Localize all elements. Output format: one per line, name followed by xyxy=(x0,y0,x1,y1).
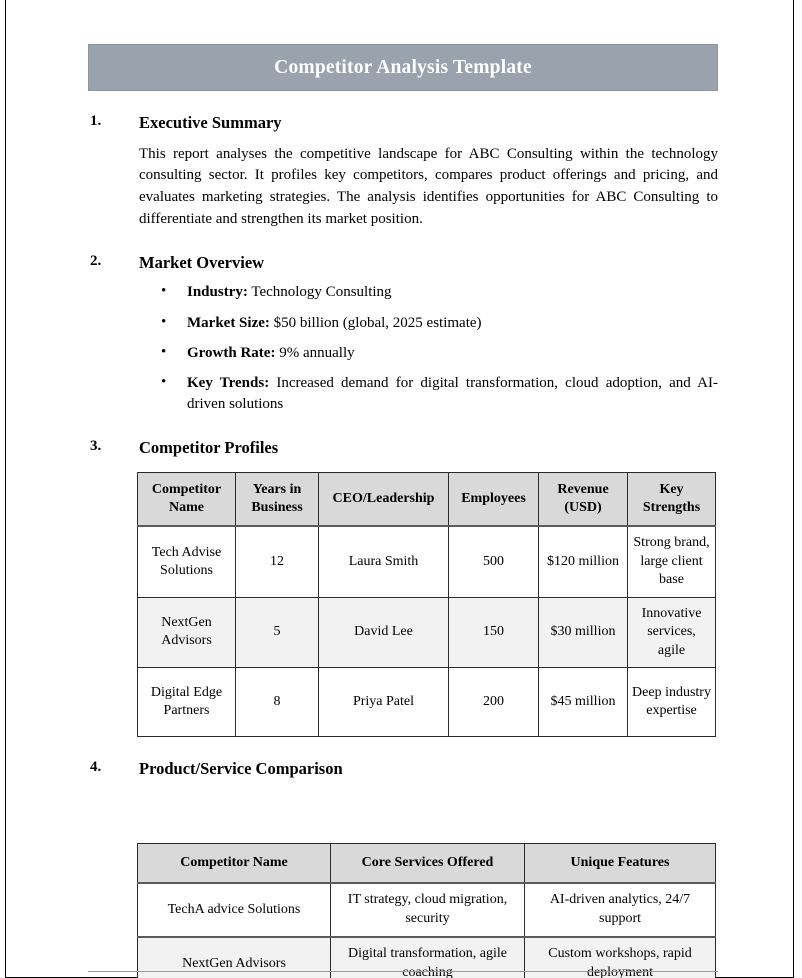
bullet-label: Growth Rate: xyxy=(187,344,276,361)
section-heading-competitor-profiles xyxy=(88,438,718,459)
table-cell: 8 xyxy=(236,668,319,737)
table-cell: $120 million xyxy=(539,526,628,597)
section-title-competitor-profiles: Competitor Profiles xyxy=(139,437,279,457)
column-header: Unique Features xyxy=(525,843,716,883)
column-header: Competitor Name xyxy=(138,473,236,527)
bullet-dot-icon: • xyxy=(161,343,167,360)
bullet-dot-icon: • xyxy=(161,374,167,391)
table-cell: Innovative services, agile xyxy=(628,597,716,667)
table-cell: Custom workshops, rapid deployment xyxy=(525,937,716,978)
table-cell: IT strategy, cloud migration, security xyxy=(331,883,525,937)
table-row xyxy=(138,668,716,737)
table-cell: Laura Smith xyxy=(319,526,449,597)
table-cell: AI-driven analytics, 24/7 support xyxy=(525,883,716,937)
competitor-profiles-table-body xyxy=(138,526,716,736)
table-cell: Deep industry expertise xyxy=(628,668,716,737)
section-number-3: 3. xyxy=(90,437,102,454)
table-cell: David Lee xyxy=(319,597,449,667)
bullet-dot-icon: • xyxy=(161,283,167,300)
section-title-market-overview: Market Overview xyxy=(139,252,265,272)
section-number-4: 4. xyxy=(90,759,102,776)
column-header: Employees xyxy=(449,473,539,527)
table-cell: 200 xyxy=(449,668,539,737)
footer-separator xyxy=(88,971,718,972)
column-header: Core Services Offered xyxy=(331,843,525,883)
document-title-banner xyxy=(88,44,718,91)
section-heading-product-service-comparison xyxy=(88,759,718,780)
table-cell: $30 million xyxy=(539,597,628,667)
table-header-row xyxy=(138,473,716,527)
column-header: Revenue (USD) xyxy=(539,473,628,527)
table-cell: NextGen Advisors xyxy=(138,937,331,978)
section-title-product-service-comparison: Product/Service Comparison xyxy=(139,759,343,779)
product-comparison-table-body xyxy=(138,883,716,978)
product-comparison-table xyxy=(137,843,716,978)
bullet-label: Industry: xyxy=(187,284,248,301)
table-cell: Strong brand, large client base xyxy=(628,526,716,597)
bullet-item xyxy=(139,343,718,364)
column-header: Years in Business xyxy=(236,473,319,527)
document-content xyxy=(88,0,718,978)
competitor-profiles-table xyxy=(137,472,716,737)
bullet-item xyxy=(139,373,718,416)
bullet-value: $50 billion (global, 2025 estimate) xyxy=(269,314,482,331)
table-cell: $45 million xyxy=(539,668,628,737)
section-number-2: 2. xyxy=(90,252,102,269)
bullet-value: Technology Consulting xyxy=(247,284,392,301)
table-cell: 150 xyxy=(449,597,539,667)
table-cell: 5 xyxy=(236,597,319,667)
section-heading-executive-summary xyxy=(88,113,718,134)
table-cell: Priya Patel xyxy=(319,668,449,737)
bullet-dot-icon: • xyxy=(161,313,167,330)
column-header: Competitor Name xyxy=(138,843,331,883)
document-title: Competitor Analysis Template xyxy=(274,56,532,78)
section-heading-market-overview xyxy=(88,253,718,274)
product-comparison-table-wrap xyxy=(88,843,718,978)
table-row xyxy=(138,597,716,667)
table-header-row xyxy=(138,843,716,883)
bullet-value: Increased demand for digital transformation, cloud adoption, and AI-driven solutions xyxy=(187,375,718,413)
bullet-label: Key Trends: xyxy=(187,375,270,392)
table-cell: Tech Advise Solutions xyxy=(138,526,236,597)
table-row xyxy=(138,526,716,597)
section-title-executive-summary: Executive Summary xyxy=(139,113,282,132)
competitor-profiles-table-header xyxy=(138,473,716,527)
bullet-item xyxy=(139,282,718,303)
table-cell: TechA advice Solutions xyxy=(138,883,331,937)
bullet-label: Market Size: xyxy=(187,314,270,331)
column-header: Key Strengths xyxy=(628,473,716,527)
product-comparison-table-header xyxy=(138,843,716,883)
executive-summary-body xyxy=(88,144,718,231)
bullet-value: 9% annually xyxy=(275,344,355,361)
table-row xyxy=(138,883,716,937)
table-cell: Digital Edge Partners xyxy=(138,668,236,737)
table-cell: NextGen Advisors xyxy=(138,597,236,667)
column-header: CEO/Leadership xyxy=(319,473,449,527)
table-cell: 500 xyxy=(449,526,539,597)
table-cell: Digital transformation, agile coaching xyxy=(331,937,525,978)
executive-summary-paragraph: This report analyses the competitive landscape for ABC Consulting within the technology consulting sector. It profiles key competitors, compares product offerings and pricing, and evaluates marketing strategies. The analysis identifies opportunities for ABC Consulting to differentiate and strengthen its market position. xyxy=(139,145,718,227)
section-number-1: 1. xyxy=(90,113,102,129)
market-overview-bullet-list xyxy=(88,282,718,415)
table-cell: 12 xyxy=(236,526,319,597)
bullet-item xyxy=(139,313,718,334)
